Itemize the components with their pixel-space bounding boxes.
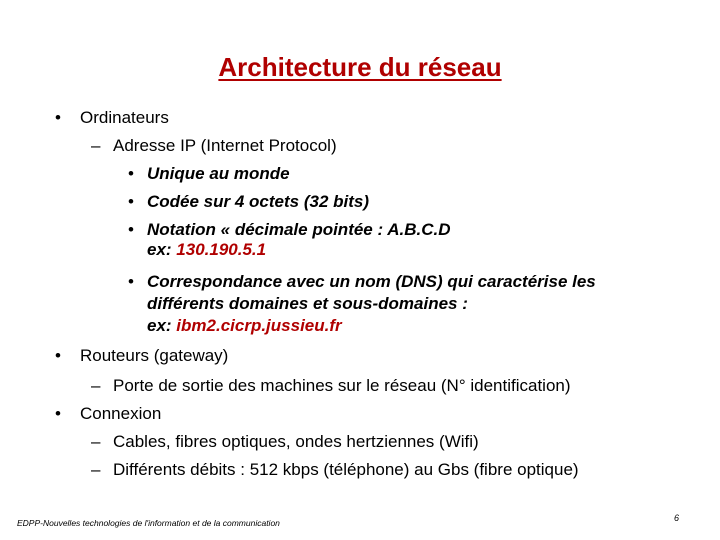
dash-marker: – xyxy=(91,136,101,155)
item-ordinateurs: Ordinateurs xyxy=(80,108,169,127)
slide-title: Architecture du réseau xyxy=(218,52,502,82)
item-correspondance-1: Correspondance avec un nom (DNS) qui caractérise les xyxy=(147,272,596,291)
bullet-marker: • xyxy=(128,272,134,291)
ip-example: 130.190.5.1 xyxy=(176,240,267,259)
item-porte: Porte de sortie des machines sur le réseau (N° identification) xyxy=(113,376,571,395)
dash-marker: – xyxy=(91,460,101,479)
bullet-marker: • xyxy=(128,220,134,239)
bullet-marker: • xyxy=(128,192,134,211)
item-unique: Unique au monde xyxy=(147,164,290,183)
correspondance-example xyxy=(147,316,342,336)
item-debits: Différents débits : 512 kbps (téléphone) au Gbs (fibre optique) xyxy=(113,460,579,479)
dns-example: ibm2.cicrp.jussieu.fr xyxy=(176,316,342,335)
example-prefix: ex: xyxy=(147,316,177,335)
item-correspondance-2: différents domaines et sous-domaines : xyxy=(147,294,468,313)
bullet-marker: • xyxy=(55,108,61,127)
notation-example xyxy=(147,240,266,260)
item-notation: Notation « décimale pointée : A.B.C.D xyxy=(147,220,451,239)
bullet-marker: • xyxy=(55,404,61,423)
bullet-marker: • xyxy=(128,164,134,183)
item-codee: Codée sur 4 octets (32 bits) xyxy=(147,192,370,211)
item-routeurs: Routeurs (gateway) xyxy=(80,346,229,365)
bullet-marker: • xyxy=(55,346,61,365)
dash-marker: – xyxy=(91,376,101,395)
item-cables: Cables, fibres optiques, ondes hertziennes (Wifi) xyxy=(113,432,479,451)
example-prefix: ex: xyxy=(147,240,177,259)
footer-text: EDPP-Nouvelles technologies de l'information et de la communication xyxy=(17,518,280,528)
page-number: 6 xyxy=(674,513,680,523)
item-adresse-ip: Adresse IP (Internet Protocol) xyxy=(113,136,337,155)
item-connexion: Connexion xyxy=(80,404,162,423)
dash-marker: – xyxy=(91,432,101,451)
